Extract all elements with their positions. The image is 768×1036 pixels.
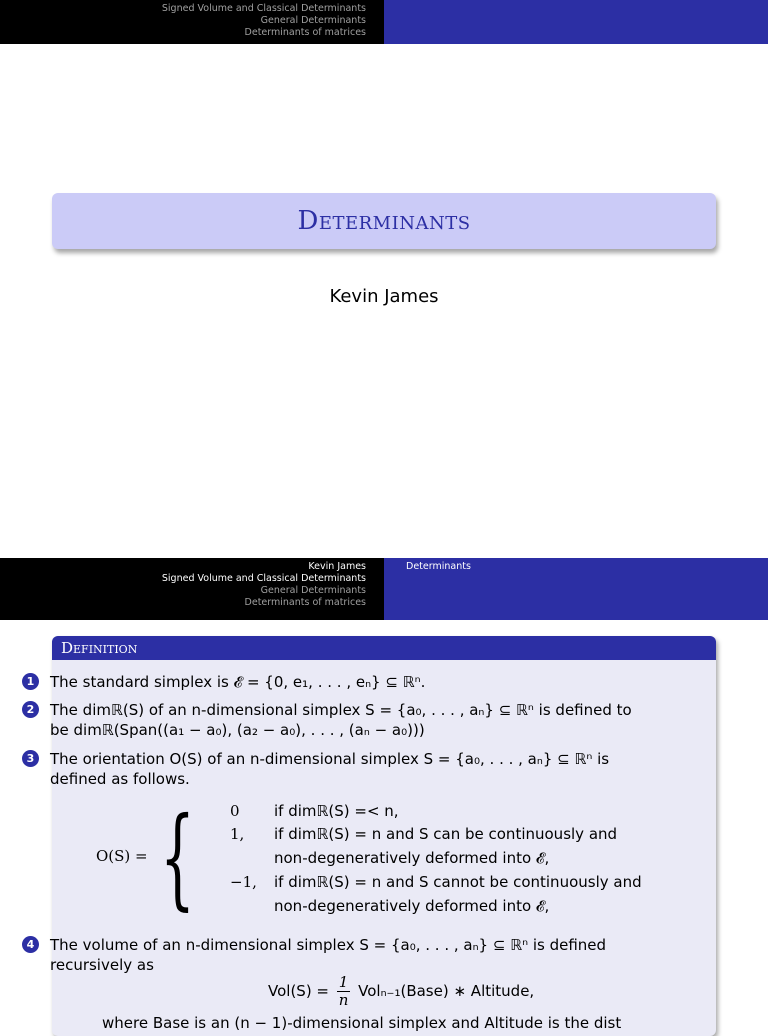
list-item <box>22 700 652 740</box>
page-title: Determinants <box>297 206 471 236</box>
item-number-badge: 2 <box>22 701 39 718</box>
case-condition: non-degeneratively deformed into 𝓔, <box>274 897 550 915</box>
item-number-badge: 1 <box>22 673 39 690</box>
nav-section-general-determinants[interactable]: General Determinants <box>260 15 366 26</box>
slide1-nav <box>0 0 384 44</box>
slide2-nav <box>0 558 384 620</box>
item-text: The dimℝ(S) of an n-dimensional simplex S = {a₀, . . . , aₙ} ⊆ ℝⁿ is defined to be dimℝ(Span((a₁ − a₀), (a₂ − a₀), . . . , (aₙ − a₀))) <box>50 701 632 739</box>
case-row <box>230 895 549 917</box>
case-condition: if dimℝ(S) = n and S cannot be continuously and <box>274 873 642 891</box>
cutoff-text-line: where Base is an (n − 1)-dimensional simplex and Altitude is the dist <box>102 1014 622 1032</box>
list-item <box>22 672 652 692</box>
case-condition: non-degeneratively deformed into 𝓔, <box>274 849 550 867</box>
orientation-cases <box>96 793 656 921</box>
item-number-badge: 4 <box>22 936 39 953</box>
item-text: The standard simplex is 𝓔 = {0, e₁, . . . , eₙ} ⊆ ℝⁿ. <box>50 673 426 691</box>
formula-left: Vol(S) = <box>268 982 330 1000</box>
definition-title: Definition <box>52 636 716 660</box>
nav-section-signed-volume[interactable]: Signed Volume and Classical Determinants <box>161 3 366 14</box>
left-brace: { <box>160 793 195 921</box>
volume-formula <box>268 974 534 1009</box>
case-value: −1, <box>230 873 257 891</box>
cases-lhs: O(S) = <box>96 847 148 865</box>
case-condition: if dimℝ(S) = n and S can be continuously and <box>274 825 618 843</box>
fraction <box>337 974 351 1009</box>
nav-section-determinants-matrices[interactable]: Determinants of matrices <box>244 597 366 608</box>
case-value: 0 <box>230 802 240 820</box>
fraction-numerator: 1 <box>338 973 349 991</box>
header-author: Kevin James <box>308 561 366 572</box>
nav-section-determinants-matrices[interactable]: Determinants of matrices <box>244 27 366 38</box>
item-number-badge: 3 <box>22 750 39 767</box>
nav-section-general-determinants[interactable]: General Determinants <box>260 585 366 596</box>
slide1-header-right <box>384 0 768 44</box>
slide1-header <box>0 0 768 44</box>
list-item <box>22 935 652 975</box>
author-name: Kevin James <box>329 286 439 307</box>
item-text: The volume of an n-dimensional simplex S = {a₀, . . . , aₙ} ⊆ ℝⁿ is defined recursively as <box>50 936 607 974</box>
title-box <box>52 193 716 249</box>
list-item <box>22 749 652 789</box>
case-row <box>230 800 399 822</box>
slide2-header <box>0 558 768 620</box>
item-text: The orientation O(S) of an n-dimensional simplex S = {a₀, . . . , aₙ} ⊆ ℝⁿ is defined as follows. <box>50 750 610 788</box>
case-row <box>230 823 617 845</box>
formula-right: Volₙ₋₁(Base) ∗ Altitude, <box>358 982 535 1000</box>
slide2-header-right <box>384 558 768 620</box>
fraction-denominator: n <box>338 991 349 1009</box>
nav-section-signed-volume[interactable]: Signed Volume and Classical Determinants <box>161 573 366 584</box>
case-row <box>230 871 642 893</box>
case-row <box>230 847 549 869</box>
header-short-title: Determinants <box>406 561 471 572</box>
case-condition: if dimℝ(S) =< n, <box>274 802 399 820</box>
case-value: 1, <box>230 825 245 843</box>
